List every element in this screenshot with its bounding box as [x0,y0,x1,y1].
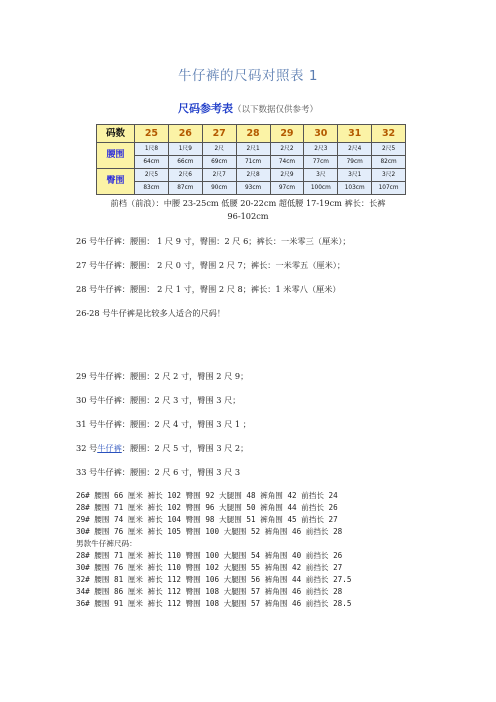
size-number: 31 [338,125,372,143]
size-line-suffix: ：腰围：2 尺 5 寸，臀围 3 尺 2； [121,443,249,453]
waist-cm-cell: 71cm [236,156,270,169]
size-number: 25 [135,125,169,143]
waist-row-cm [97,156,406,169]
hip-cm-cell: 100cm [304,182,338,195]
hip-chi-cell: 2尺9 [270,169,304,182]
women-detail-line: 26# 腰围 66 厘米 裤长 102 臀围 92 大腿围 48 裤角围 42 前挡长 24 [76,491,338,500]
waist-chi-cell: 2尺4 [338,143,372,156]
intro-line: 前档（前浪）：中腰 23-25cm 低腰 20-22cm 超低腰 17-19cm 裤长：长裤 [110,198,386,208]
men-detail-line: 36# 腰围 91 厘米 裤长 112 臀围 108 大腿围 57 裤角围 46 前挡长 28.5 [76,599,352,608]
size-line: 27 号牛仔裤：腰围： 2 尺 0 寸，臀围 2 尺 7；裤长：一米零五（厘米）； [76,260,346,270]
table-title-main: 尺码参考表 [177,102,233,115]
waist-cm-cell: 79cm [338,156,372,169]
men-detail-line: 30# 腰围 76 厘米 裤长 110 臀围 102 大腿围 55 裤角围 42 前挡长 27 [76,563,343,572]
table-title-note: （以下数据仅供参考） [232,105,318,115]
hip-cm-cell: 87cm [168,182,202,195]
women-detail-line: 29# 腰围 74 厘米 裤长 104 臀围 98 大腿围 51 裤角围 45 前挡长 27 [76,515,338,524]
size-header-label: 码数 [97,125,135,143]
hip-row-cm [97,182,406,195]
hip-cm-cell: 90cm [202,182,236,195]
size-line: 33 号牛仔裤：腰围：2 尺 6 寸，臀围 3 尺 3 [76,467,241,477]
intro-line: 96-102cm [227,211,269,221]
size-line: 31 号牛仔裤：腰围：2 尺 4 寸，臀围 3 尺 1 ； [76,419,251,429]
size-number: 32 [372,125,406,143]
hip-cm-cell: 107cm [372,182,406,195]
men-detail-line: 32# 腰围 81 厘米 裤长 112 臀围 106 大腿围 56 裤角围 44 前挡长 27.5 [76,575,352,584]
hip-label: 臀围 [97,169,135,195]
waist-chi-cell: 1尺8 [135,143,169,156]
size-number: 27 [202,125,236,143]
hip-chi-cell: 2尺8 [236,169,270,182]
waist-chi-cell: 2尺1 [236,143,270,156]
size-line-prefix: 32 号 [76,443,98,453]
hip-chi-cell: 3尺2 [372,169,406,182]
hip-chi-cell: 3尺 [304,169,338,182]
waist-cm-cell: 77cm [304,156,338,169]
men-detail-line: 34# 腰围 86 厘米 裤长 112 臀围 108 大腿围 57 裤角围 46 前挡长 28 [76,587,343,596]
hip-cm-cell: 83cm [135,182,169,195]
women-detail-line: 30# 腰围 76 厘米 裤长 105 臀围 100 大腿围 52 裤角围 46 前挡长 28 [76,527,343,536]
waist-cm-cell: 64cm [135,156,169,169]
hip-chi-cell: 2尺5 [135,169,169,182]
hip-cm-cell: 93cm [236,182,270,195]
women-detail-line: 28# 腰围 71 厘米 裤长 102 臀围 96 大腿围 50 裤角围 44 前挡长 26 [76,503,338,512]
waist-chi-cell: 2尺 [202,143,236,156]
waist-cm-cell: 74cm [270,156,304,169]
waist-cm-cell: 69cm [202,156,236,169]
size-line: 29 号牛仔裤：腰围：2 尺 2 寸，臀围 2 尺 9； [76,371,249,381]
size-line-32 [76,443,248,454]
waist-chi-cell: 2尺2 [270,143,304,156]
hip-chi-cell: 3尺1 [338,169,372,182]
men-detail-line: 28# 腰围 71 厘米 裤长 110 臀围 100 大腿围 54 裤角围 40 前挡长 26 [76,551,343,560]
size-number: 26 [168,125,202,143]
waist-label: 腰围 [97,143,135,169]
hip-chi-cell: 2尺7 [202,169,236,182]
waist-chi-cell: 2尺3 [304,143,338,156]
size-line: 28 号牛仔裤：腰围： 2 尺 1 寸，臀围 2 尺 8；裤长：1 米零八（厘米） [76,284,341,294]
size-line: 26 号牛仔裤：腰围： 1 尺 9 寸，臀围：2 尺 6；裤长：一米零三（厘米）； [76,236,351,246]
waist-cm-cell: 82cm [372,156,406,169]
size-line: 30 号牛仔裤：腰围：2 尺 3 寸，臀围 3 尺； [76,395,241,405]
hip-cm-cell: 103cm [338,182,372,195]
hip-cm-cell: 97cm [270,182,304,195]
page-title: 牛仔裤的尺码对照表 1 [178,68,318,84]
hip-chi-cell: 2尺6 [168,169,202,182]
waist-chi-cell: 1尺9 [168,143,202,156]
men-heading: 男款牛仔裤尺码： [76,539,137,548]
size-number: 28 [236,125,270,143]
waist-row-chi [97,143,406,156]
size-number: 29 [270,125,304,143]
size-table [96,124,406,195]
size-number: 30 [304,125,338,143]
waist-chi-cell: 2尺5 [372,143,406,156]
jeans-link[interactable]: 牛仔裤 [97,443,122,453]
size-note: 26-28 号牛仔裤是比较多人适合的尺码！ [76,308,226,318]
size-header-row [97,125,406,143]
table-title [0,100,496,116]
hip-row-chi [97,169,406,182]
waist-cm-cell: 66cm [168,156,202,169]
